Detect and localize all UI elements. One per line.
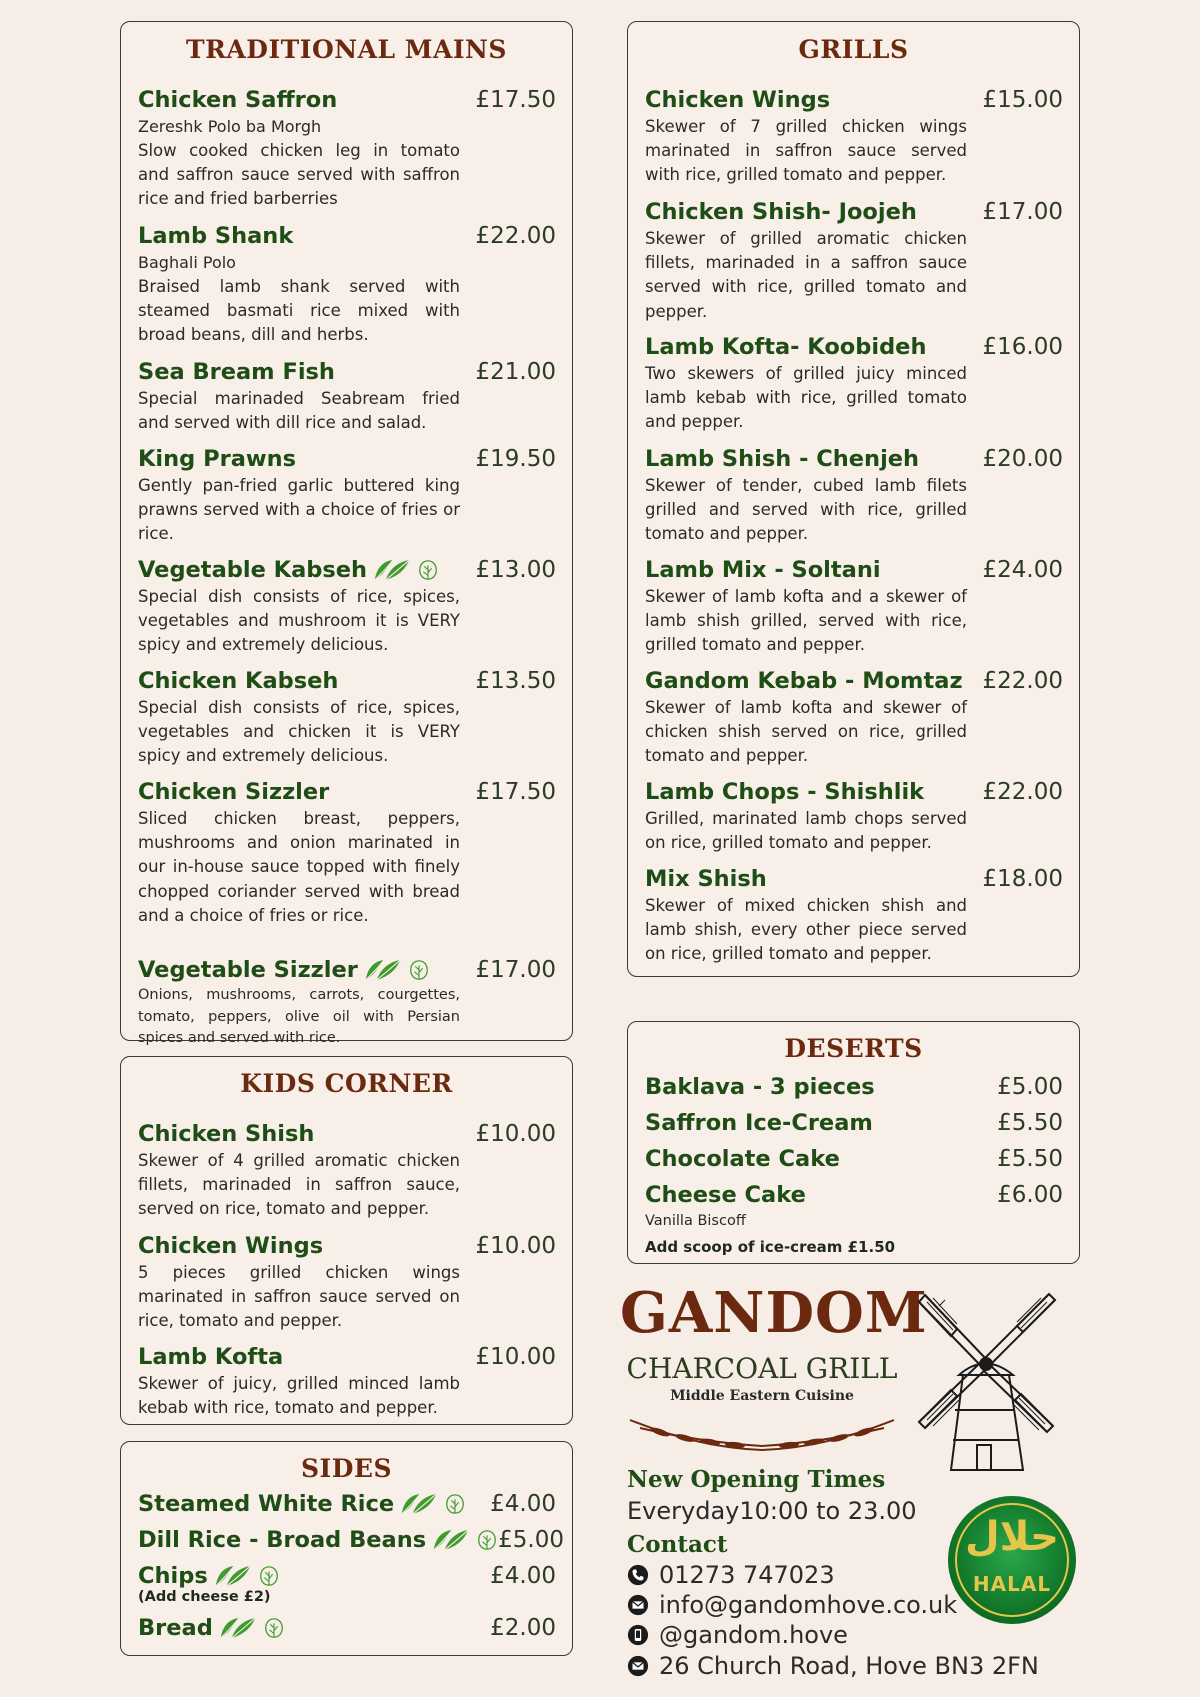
menu-item-price: £5.50	[997, 1110, 1063, 1136]
menu-item-name-text: Chicken Wings	[138, 1233, 324, 1259]
menu-item-header	[138, 444, 556, 474]
menu-item-header	[645, 1144, 1063, 1174]
menu-item-header	[645, 197, 1063, 227]
menu-item	[645, 444, 1063, 547]
leaf-icon	[400, 1492, 438, 1516]
menu-item-description: Skewer of tender, cubed lamb filets grilled and served with rice, grilled tomato and pepper.	[645, 476, 967, 544]
menu-item	[138, 85, 556, 212]
windmill-icon	[905, 1280, 1065, 1480]
device-icon	[627, 1624, 649, 1646]
cabbage-icon	[258, 1565, 280, 1587]
menu-item-header	[138, 777, 556, 807]
menu-item-description: Onions, mushrooms, carrots, courgettes, tomato, peppers, olive oil with Persian spices and served with rice.	[138, 987, 460, 1046]
menu-item-name	[138, 777, 329, 807]
menu-item-price: £13.50	[475, 668, 556, 694]
menu-item-name	[138, 1342, 283, 1372]
menu-item	[645, 1144, 1063, 1174]
menu-item-price: £17.50	[475, 779, 556, 805]
menu-item-description: Skewer of grilled aromatic chicken fillets, marinaded in a saffron sauce served with rice, grilled tomato and pepper.	[645, 229, 967, 321]
menu-item-name-text: Vegetable Sizzler	[138, 957, 358, 983]
menu-item	[138, 1342, 556, 1420]
menu-item	[138, 555, 556, 658]
menu-item-header	[645, 444, 1063, 474]
menu-item-description: Special marinaded Seabream fried and served with dill rice and salad.	[138, 389, 460, 433]
menu-item-description: Skewer of 4 grilled aromatic chicken fillets, marinaded in saffron sauce, served on rice, tomato and pepper.	[138, 1151, 460, 1219]
menu-item-name-text: Chicken Shish	[138, 1121, 315, 1147]
menu-item-description: 5 pieces grilled chicken wings marinated in saffron sauce served on rice, tomato and pepper.	[138, 1263, 460, 1331]
diet-icons	[373, 558, 439, 582]
sides-title: SIDES	[300, 1454, 393, 1483]
menu-item-header	[138, 555, 556, 585]
sides-panel	[120, 1441, 573, 1656]
menu-item-name-text: Sea Bream Fish	[138, 359, 335, 385]
leaf-icon	[214, 1564, 252, 1588]
menu-item-price: £21.00	[475, 359, 556, 385]
menu-item-price: £17.00	[475, 957, 556, 983]
menu-item-name	[138, 666, 338, 696]
menu-item	[645, 1108, 1063, 1138]
menu-item	[645, 1180, 1063, 1210]
grills-panel	[627, 21, 1080, 977]
opening-hours: Everyday10:00 to 23.00	[627, 1497, 917, 1525]
menu-item-name	[645, 1072, 875, 1102]
menu-item-name	[138, 1489, 466, 1519]
mail-icon	[627, 1655, 649, 1677]
menu-item-price: £2.00	[490, 1615, 556, 1641]
menu-item-name	[138, 357, 335, 387]
menu-item-price: £10.00	[475, 1121, 556, 1147]
menu-item-name-text: Vegetable Kabseh	[138, 557, 368, 583]
menu-item-name-text: Lamb Kofta	[138, 1344, 284, 1370]
menu-item-subtitle: Zereshk Polo ba Morgh	[138, 117, 322, 136]
menu-item	[138, 1561, 556, 1605]
menu-item-price: £4.00	[490, 1491, 556, 1517]
menu-item-header	[645, 1108, 1063, 1138]
brand-tagline: CHARCOAL GRILL	[626, 1352, 898, 1385]
menu-item-header	[138, 1525, 564, 1555]
menu-item-name	[138, 955, 430, 985]
cabbage-icon	[408, 959, 430, 981]
menu-item	[138, 777, 556, 928]
menu-item-description: Grilled, marinated lamb chops served on rice, grilled tomato and pepper.	[645, 809, 967, 853]
menu-item-name-text: Chicken Shish- Joojeh	[645, 199, 917, 225]
menu-item-header	[645, 1180, 1063, 1210]
menu-item-description: Skewer of mixed chicken shish and lamb shish, every other piece served on rice, grilled tomato and pepper.	[645, 896, 967, 964]
phone-icon	[627, 1564, 649, 1586]
menu-item-price: £22.00	[982, 779, 1063, 805]
menu-item-header	[138, 357, 556, 387]
menu-item-name	[645, 777, 924, 807]
menu-item-header	[645, 864, 1063, 894]
menu-item-header	[138, 1561, 556, 1591]
menu-item-price: £5.50	[997, 1146, 1063, 1172]
menu-item-name	[138, 444, 296, 474]
menu-item-name-text: Baklava - 3 pieces	[645, 1074, 875, 1100]
menu-item-price: £10.00	[475, 1344, 556, 1370]
menu-item-description: Special dish consists of rice, spices, vegetables and mushroom it is VERY spicy and extremely delicious.	[138, 587, 460, 655]
contact-social[interactable]	[627, 1621, 848, 1649]
menu-item-price: £19.50	[475, 446, 556, 472]
menu-item-note: (Add cheese £2)	[138, 1589, 271, 1605]
menu-item-name	[645, 197, 917, 227]
menu-item-name	[138, 1613, 285, 1643]
menu-item-header	[645, 777, 1063, 807]
menu-item	[645, 864, 1063, 967]
wheat-ornament-icon	[620, 1408, 904, 1458]
menu-item-name-text: Lamb Mix - Soltani	[645, 557, 881, 583]
menu-item-description: Skewer of lamb kofta and skewer of chicken shish served on rice, grilled tomato and pepper.	[645, 698, 967, 766]
menu-item	[138, 221, 556, 348]
traditional-mains-title: TRADITIONAL MAINS	[186, 35, 507, 64]
menu-item-price: £18.00	[982, 866, 1063, 892]
kids-corner-title: KIDS CORNER	[240, 1069, 453, 1098]
cabbage-icon	[444, 1493, 466, 1515]
menu-item-price: £16.00	[982, 334, 1063, 360]
menu-item-name-text: Chocolate Cake	[645, 1146, 840, 1172]
menu-item-header	[138, 1613, 556, 1643]
deserts-note-flavour: Vanilla Biscoff	[645, 1213, 746, 1229]
menu-item-name	[645, 666, 963, 696]
menu-item-header	[138, 955, 556, 985]
diet-icons	[432, 1528, 498, 1552]
menu-item-name	[138, 555, 439, 585]
menu-item-name-text: Gandom Kebab - Momtaz	[645, 668, 963, 694]
menu-item-name	[645, 1180, 806, 1210]
menu-item-description: Skewer of juicy, grilled minced lamb kebab with rice, tomato and pepper.	[138, 1374, 460, 1418]
menu-item-name-text: Chips	[138, 1563, 208, 1589]
deserts-title: DESERTS	[784, 1034, 923, 1063]
leaf-icon	[432, 1528, 470, 1552]
menu-item	[138, 444, 556, 547]
menu-item-name-text: Mix Shish	[645, 866, 767, 892]
brand-logo	[620, 1280, 928, 1460]
menu-item-name-text: Bread	[138, 1615, 213, 1641]
menu-item-name	[138, 85, 337, 115]
diet-icons	[364, 958, 430, 982]
menu-item-name	[138, 1525, 498, 1555]
traditional-mains-panel	[120, 21, 573, 1046]
contact-email[interactable]	[627, 1591, 957, 1619]
menu-item-header	[138, 85, 556, 115]
menu-item-name-text: Lamb Chops - Shishlik	[645, 779, 925, 805]
diet-icons	[400, 1492, 466, 1516]
contact-phone[interactable]	[627, 1561, 835, 1589]
menu-item-name-text: Chicken Kabseh	[138, 668, 339, 694]
menu-item	[138, 1525, 564, 1555]
leaf-icon	[364, 958, 402, 982]
menu-item-description: Skewer of lamb kofta and a skewer of lamb shish grilled, served with rice, grilled tomato and pepper.	[645, 587, 967, 655]
menu-item-name	[645, 555, 881, 585]
menu-item-name-text: Dill Rice - Broad Beans	[138, 1527, 427, 1553]
menu-item	[645, 777, 1063, 855]
menu-item-name	[138, 1119, 314, 1149]
contact-phone-text: 01273 747023	[659, 1561, 835, 1589]
menu-item	[645, 197, 1063, 324]
menu-item-name-text: Lamb Kofta- Koobideh	[645, 334, 927, 360]
menu-item-price: £4.00	[490, 1563, 556, 1589]
opening-times-heading: New Opening Times	[627, 1466, 886, 1493]
menu-item-header	[645, 555, 1063, 585]
menu-item-price: £22.00	[475, 223, 556, 249]
menu-item-header	[645, 666, 1063, 696]
menu-item-header	[645, 85, 1063, 115]
menu-item-name	[138, 221, 293, 251]
menu-item	[138, 1489, 556, 1519]
menu-item-price: £15.00	[982, 87, 1063, 113]
menu-item-header	[138, 221, 556, 251]
menu-item-name-text: Cheese Cake	[645, 1182, 806, 1208]
leaf-icon	[373, 558, 411, 582]
contact-address-text: 26 Church Road, Hove BN3 2FN	[659, 1652, 1039, 1680]
cabbage-icon	[476, 1529, 498, 1551]
diet-icons	[214, 1564, 280, 1588]
menu-item-name	[645, 85, 830, 115]
menu-item-name-text: King Prawns	[138, 446, 297, 472]
contact-address	[627, 1652, 1039, 1680]
cabbage-icon	[263, 1617, 285, 1639]
halal-arabic: حلال	[965, 1514, 1059, 1560]
menu-item-name-text: Lamb Shish - Chenjeh	[645, 446, 920, 472]
menu-item-subtitle: Baghali Polo	[138, 253, 236, 272]
menu-item	[645, 555, 1063, 658]
menu-item-name	[138, 1561, 280, 1591]
mail-icon	[627, 1594, 649, 1616]
menu-item-name-text: Steamed White Rice	[138, 1491, 395, 1517]
menu-item	[138, 357, 556, 435]
menu-item	[645, 1072, 1063, 1102]
menu-item-header	[645, 332, 1063, 362]
menu-item-price: £17.00	[982, 199, 1063, 225]
menu-item-header	[138, 1489, 556, 1519]
menu-item-price: £10.00	[475, 1233, 556, 1259]
menu-item-name-text: Chicken Wings	[645, 87, 831, 113]
menu-item-name	[645, 864, 767, 894]
kids-corner-panel	[120, 1056, 573, 1425]
menu-item-name-text: Saffron Ice-Cream	[645, 1110, 873, 1136]
menu-item-description: Gently pan-fried garlic buttered king prawns served with a choice of fries or rice.	[138, 476, 460, 544]
menu-item	[645, 666, 1063, 769]
deserts-panel	[627, 1021, 1080, 1264]
brand-subtitle: Middle Eastern Cuisine	[670, 1388, 854, 1404]
menu-item-price: £13.00	[475, 557, 556, 583]
menu-item-description: Special dish consists of rice, spices, vegetables and chicken it is VERY spicy and extremely delicious.	[138, 698, 460, 766]
menu-item-header	[138, 666, 556, 696]
menu-item-price: £20.00	[982, 446, 1063, 472]
leaf-icon	[219, 1616, 257, 1640]
menu-item-description: Sliced chicken breast, peppers, mushrooms and onion marinated in our in-house sauce topped with finely chopped coriander served with bread and a choice of fries or rice.	[138, 809, 460, 925]
menu-item	[138, 1119, 556, 1222]
menu-item	[645, 85, 1063, 188]
grills-title: GRILLS	[798, 35, 909, 64]
menu-item-price: £5.00	[997, 1074, 1063, 1100]
halal-badge	[946, 1494, 1078, 1626]
menu-item	[138, 955, 556, 1050]
cabbage-icon	[417, 559, 439, 581]
menu-item-header	[645, 1072, 1063, 1102]
menu-item-price: £5.00	[498, 1527, 564, 1553]
menu-item-description: Braised lamb shank served with steamed basmati rice mixed with broad beans, dill and herbs.	[138, 277, 460, 345]
menu-item-header	[138, 1231, 556, 1261]
menu-item-name	[138, 1231, 323, 1261]
menu-item-description: Two skewers of grilled juicy minced lamb kebab with rice, grilled tomato and pepper.	[645, 364, 967, 432]
menu-item-price: £6.00	[997, 1182, 1063, 1208]
halal-text: HALAL	[972, 1572, 1052, 1596]
menu-item-price: £22.00	[982, 668, 1063, 694]
menu-item-name	[645, 1108, 873, 1138]
contact-heading: Contact	[627, 1531, 728, 1558]
menu-item-header	[138, 1119, 556, 1149]
menu-item	[138, 1613, 556, 1643]
deserts-note-scoop: Add scoop of ice-cream £1.50	[645, 1238, 896, 1256]
menu-item	[138, 666, 556, 769]
menu-item-name	[645, 332, 926, 362]
menu-item-name-text: Lamb Shank	[138, 223, 294, 249]
menu-item	[138, 1231, 556, 1334]
contact-social-text: @gandom.hove	[659, 1621, 848, 1649]
menu-item-name	[645, 444, 919, 474]
menu-item-price: £17.50	[475, 87, 556, 113]
contact-email-text: info@gandomhove.co.uk	[659, 1591, 958, 1619]
diet-icons	[219, 1616, 285, 1640]
menu-item-name-text: Chicken Saffron	[138, 87, 338, 113]
menu-item-price: £24.00	[982, 557, 1063, 583]
menu-item-description: Skewer of 7 grilled chicken wings marinated in saffron sauce served with rice, grilled tomato and pepper.	[645, 117, 967, 185]
menu-item-header	[138, 1342, 556, 1372]
menu-item-name	[645, 1144, 840, 1174]
menu-item-description: Slow cooked chicken leg in tomato and saffron sauce served with saffron rice and fried barberries	[138, 141, 460, 209]
menu-item	[645, 332, 1063, 435]
brand-name: GANDOM	[620, 1280, 928, 1346]
menu-item-name-text: Chicken Sizzler	[138, 779, 330, 805]
